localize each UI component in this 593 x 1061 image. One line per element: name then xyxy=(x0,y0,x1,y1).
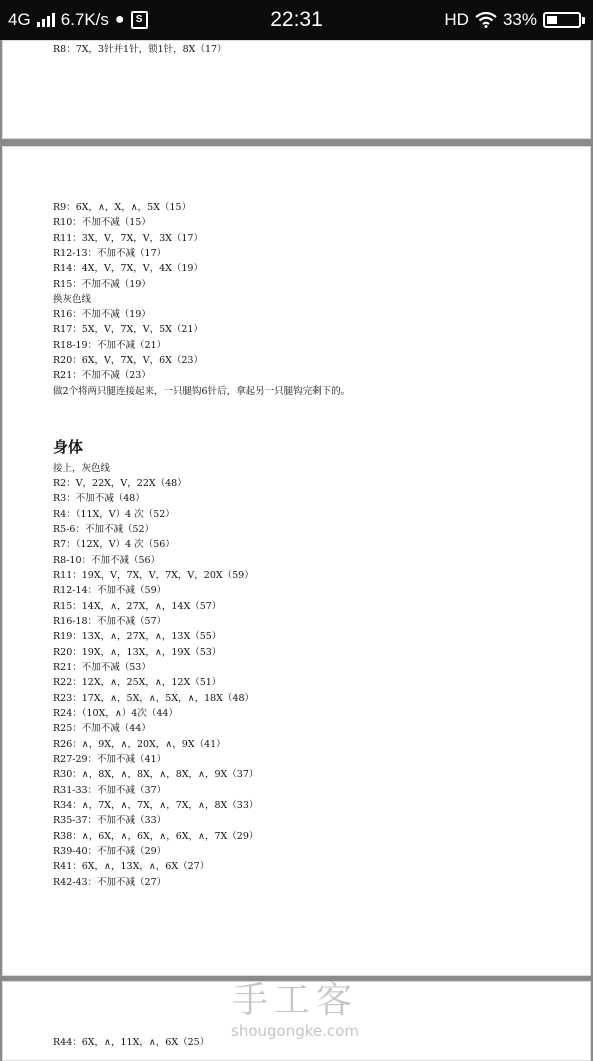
pattern-row: R25：不加不减（44） xyxy=(53,723,151,734)
document-page-2 xyxy=(2,146,591,976)
battery-icon xyxy=(543,12,585,28)
s-app-icon: S xyxy=(131,11,148,29)
pattern-row: R30：∧，8X，∧，8X，∧，8X，∧，9X（37） xyxy=(53,769,259,780)
pattern-row: R24：（10X，∧）4次（44） xyxy=(53,708,178,719)
pattern-row: R12-14：不加不减（59） xyxy=(53,585,167,596)
pattern-row: R39-40：不加不减（29） xyxy=(53,846,167,857)
pattern-row: 接上，灰色线 xyxy=(53,463,111,474)
pattern-row: R20：6X，V，7X，V，6X（23） xyxy=(53,355,203,366)
pattern-row: R5-6：不加不减（52） xyxy=(53,524,155,535)
pattern-row: R21：不加不减（23） xyxy=(53,370,151,381)
pattern-note: 做2个将两只腿连接起来，一只腿钩6针后，拿起另一只腿钩完剩下的。 xyxy=(53,386,351,397)
pattern-row: R3：不加不减（48） xyxy=(53,493,145,504)
pattern-row: R11：19X，V，7X，V，7X，V，20X（59） xyxy=(53,570,254,581)
qq-icon: ● xyxy=(114,11,125,28)
watermark-url: shougongke.com xyxy=(231,1022,359,1040)
watermark-name: 手工客 xyxy=(231,980,358,1021)
pattern-row: R7：（12X，V）4 次（56） xyxy=(53,539,175,550)
pattern-row: R4：（11X，V）4 次（52） xyxy=(53,509,175,520)
pattern-row: R41：6X，∧，13X，∧，6X（27） xyxy=(53,861,210,872)
pattern-row: R38：∧，6X，∧，6X，∧，6X，∧，7X（29） xyxy=(53,831,259,842)
watermark xyxy=(205,980,385,1040)
network-speed: 6.7K/s xyxy=(60,10,109,29)
pattern-row: R8：7X，3针并1针，锁1针，8X（17） xyxy=(53,44,227,55)
pattern-row: R11：3X，V，7X，V，3X（17） xyxy=(53,233,203,244)
pattern-row: R22：12X，∧，25X，∧，12X（51） xyxy=(53,677,222,688)
pattern-row: R16：不加不减（19） xyxy=(53,309,151,320)
pattern-row: R2：V，22X，V，22X（48） xyxy=(53,478,187,489)
pattern-row: R42-43：不加不减（27） xyxy=(53,877,167,888)
document-page-1 xyxy=(2,40,591,139)
pattern-row: R26：∧，9X，∧，20X，∧，9X（41） xyxy=(53,739,226,750)
pattern-row: R10：不加不减（15） xyxy=(53,217,151,228)
pattern-row: R31-33：不加不减（37） xyxy=(53,785,167,796)
section-heading-body: 身体 xyxy=(53,438,84,456)
hd-indicator: HD xyxy=(444,10,469,29)
status-right xyxy=(444,0,585,40)
pattern-row: R12-13：不加不减（17） xyxy=(53,248,167,259)
pattern-row: R14：4X，V，7X，V，4X（19） xyxy=(53,263,203,274)
pattern-row: R21：不加不减（53） xyxy=(53,662,151,673)
wifi-icon xyxy=(475,12,497,28)
pattern-row: R15：不加不减（19） xyxy=(53,279,151,290)
pattern-row: R19：13X，∧，27X，∧，13X（55） xyxy=(53,631,222,642)
pattern-row: R23：17X，∧，5X，∧，5X，∧，18X（48） xyxy=(53,693,255,704)
pattern-row: R8-10：不加不减（56） xyxy=(53,555,161,566)
pattern-row: R17：5X，V，7X，V，5X（21） xyxy=(53,324,203,335)
pattern-row: 换灰色线 xyxy=(53,294,92,305)
pattern-row: R20：19X，∧，13X，∧，19X（53） xyxy=(53,647,222,658)
clock: 22:31 xyxy=(270,8,323,31)
pattern-row: R35-37：不加不减（33） xyxy=(53,815,167,826)
pattern-row: R16-18：不加不减（57） xyxy=(53,616,167,627)
network-type: 4G xyxy=(8,10,31,29)
pattern-row: R44：6X，∧，11X，∧，6X（25） xyxy=(53,1037,210,1048)
pattern-row: R18-19：不加不减（21） xyxy=(53,340,167,351)
pattern-row: R27-29：不加不减（41） xyxy=(53,754,167,765)
battery-percent: 33% xyxy=(502,10,537,29)
pattern-row: R15：14X，∧，27X，∧，14X（57） xyxy=(53,601,222,612)
status-bar xyxy=(0,0,593,40)
pattern-row: R34：∧，7X，∧，7X，∧，7X，∧，8X（33） xyxy=(53,800,259,811)
pattern-row: R9：6X，∧，X，∧，5X（15） xyxy=(53,202,192,213)
